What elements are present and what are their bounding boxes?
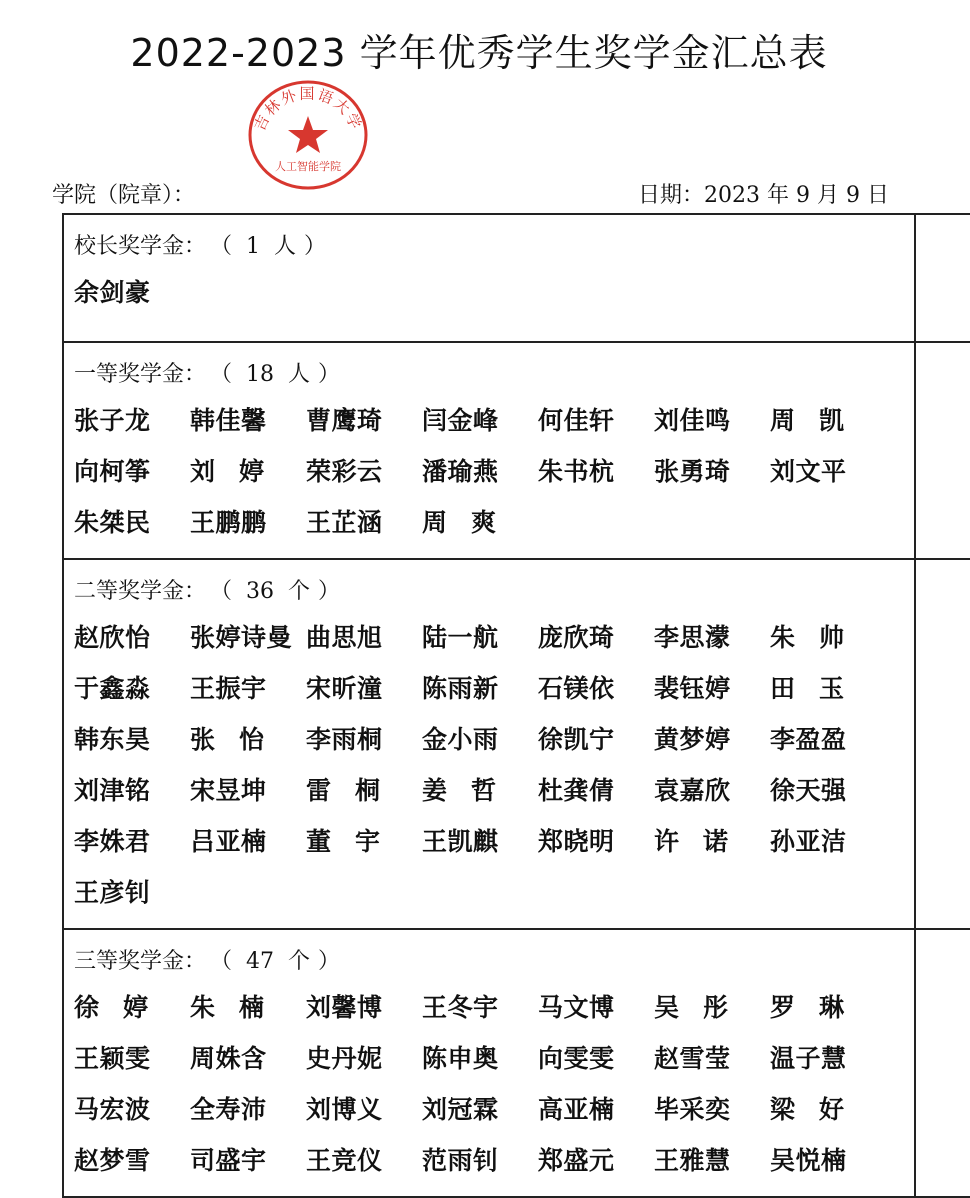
recipient-name: 余剑豪: [74, 278, 151, 307]
recipient-name: 姜哲: [422, 776, 521, 805]
recipient-name: 高亚楠: [538, 1095, 615, 1124]
category-unit: 个: [288, 579, 311, 604]
star-icon: [288, 116, 328, 153]
category-unit: 个: [288, 949, 311, 974]
recipient-name: 赵梦雪: [74, 1146, 151, 1175]
recipient-name: 刘佳鸣: [654, 406, 731, 435]
category-row: [63, 929, 970, 1197]
recipient-list: [64, 604, 914, 928]
category-label: 三等奖学金：: [74, 949, 207, 974]
recipient-name: 孙亚洁: [770, 827, 847, 856]
blank-cell: [915, 342, 970, 559]
recipient-name: 王彦钊: [74, 878, 151, 907]
recipient-name: 向柯筝: [74, 457, 151, 486]
category-label: 校长奖学金：: [74, 234, 207, 259]
open-paren: （: [210, 234, 233, 259]
recipient-name: 张子龙: [74, 406, 151, 435]
recipient-name: 郑盛元: [538, 1146, 615, 1175]
recipient-name: 朱帅: [770, 623, 869, 652]
recipient-name: 庞欣琦: [538, 623, 615, 652]
seal-text-bottom: 人工智能学院: [275, 160, 341, 173]
open-paren: （: [210, 949, 233, 974]
recipient-name: 赵雪莹: [654, 1044, 731, 1073]
recipient-name: 王振宇: [190, 674, 267, 703]
category-unit: 人: [274, 234, 297, 259]
recipient-name: 许诺: [654, 827, 753, 856]
recipient-name: 韩东昊: [74, 725, 151, 754]
recipient-name: 于鑫淼: [74, 674, 151, 703]
recipient-name: 刘婷: [190, 457, 289, 486]
recipient-name: 闫金峰: [422, 406, 499, 435]
date-label: 日期：2023 年 9 月 9 日: [638, 183, 889, 208]
category-unit: 人: [288, 362, 311, 387]
recipient-name: 刘博义: [306, 1095, 383, 1124]
recipient-name: 周姝含: [190, 1044, 267, 1073]
recipient-list: [64, 974, 914, 1196]
recipient-name: 温子慧: [770, 1044, 847, 1073]
recipient-name: 王冬宇: [422, 993, 499, 1022]
recipient-name: 田玉: [770, 674, 869, 703]
recipient-name: 黄梦婷: [654, 725, 731, 754]
recipient-name: 马文博: [538, 993, 615, 1022]
blank-cell: [915, 559, 970, 929]
recipient-name: 潘瑜燕: [422, 457, 499, 486]
close-paren: ）: [318, 579, 341, 604]
recipient-name: 罗琳: [770, 993, 869, 1022]
recipient-name: 何佳轩: [538, 406, 615, 435]
recipient-name: 李盈盈: [770, 725, 847, 754]
category-count: 18: [246, 362, 275, 387]
recipient-name: 周凯: [770, 406, 869, 435]
recipient-name: 刘文平: [770, 457, 847, 486]
category-row: [63, 214, 970, 342]
recipient-name: 王竞仪: [306, 1146, 383, 1175]
recipient-name: 雷桐: [306, 776, 405, 805]
recipient-name: 韩佳馨: [190, 406, 267, 435]
recipient-name: 王鹏鹏: [190, 508, 267, 537]
category-count: 47: [246, 949, 275, 974]
recipient-name: 朱桀民: [74, 508, 151, 537]
category-title: [64, 560, 914, 604]
recipient-name: 刘津铭: [74, 776, 151, 805]
recipient-name: 朱书杭: [538, 457, 615, 486]
recipient-name: 宋昕潼: [306, 674, 383, 703]
open-paren: （: [210, 579, 233, 604]
recipient-list: [64, 259, 914, 328]
college-seal: [246, 78, 370, 192]
recipient-name: 吕亚楠: [190, 827, 267, 856]
scholarship-table: [62, 213, 970, 1198]
recipient-name: 曹鹰琦: [306, 406, 383, 435]
blank-cell: [915, 929, 970, 1197]
recipient-name: 陈申奥: [422, 1044, 499, 1073]
recipient-name: 李姝君: [74, 827, 151, 856]
recipient-name: 梁好: [770, 1095, 869, 1124]
recipient-name: 徐婷: [74, 993, 173, 1022]
close-paren: ）: [318, 362, 341, 387]
category-title: [64, 930, 914, 974]
recipient-name: 全寿沛: [190, 1095, 267, 1124]
recipient-name: 陆一航: [422, 623, 499, 652]
seal-text-top: 吉林外国语大学: [250, 84, 366, 134]
recipient-name: 毕采奕: [654, 1095, 731, 1124]
recipient-name: 张婷诗曼: [190, 623, 293, 652]
category-count: 36: [246, 579, 275, 604]
recipient-name: 范雨钊: [422, 1146, 499, 1175]
recipient-name: 袁嘉欣: [654, 776, 731, 805]
recipient-name: 荣彩云: [306, 457, 383, 486]
recipient-name: 吴悦楠: [770, 1146, 847, 1175]
recipient-name: 刘冠霖: [422, 1095, 499, 1124]
recipient-name: 徐凯宁: [538, 725, 615, 754]
college-label: 学院（院章）：: [52, 183, 196, 208]
recipient-name: 赵欣怡: [74, 623, 151, 652]
recipient-list: [64, 387, 914, 558]
page-title: 2022-2023 学年优秀学生奖学金汇总表: [130, 31, 828, 75]
close-paren: ）: [304, 234, 327, 259]
recipient-name: 张勇琦: [654, 457, 731, 486]
open-paren: （: [210, 362, 233, 387]
category-cell: [63, 929, 915, 1197]
category-cell: [63, 559, 915, 929]
category-row: [63, 559, 970, 929]
recipient-name: 朱楠: [190, 993, 289, 1022]
recipient-name: 史丹妮: [306, 1044, 383, 1073]
recipient-name: 司盛宇: [190, 1146, 267, 1175]
recipient-name: 宋昱坤: [190, 776, 267, 805]
recipient-name: 刘馨博: [306, 993, 383, 1022]
recipient-name: 吴彤: [654, 993, 753, 1022]
category-title: [64, 343, 914, 387]
category-cell: [63, 342, 915, 559]
recipient-name: 向雯雯: [538, 1044, 615, 1073]
recipient-name: 郑晓明: [538, 827, 615, 856]
recipient-name: 陈雨新: [422, 674, 499, 703]
recipient-name: 李思濛: [654, 623, 731, 652]
recipient-name: 张怡: [190, 725, 289, 754]
recipient-name: 周爽: [422, 508, 521, 537]
recipient-name: 王雅慧: [654, 1146, 731, 1175]
category-row: [63, 342, 970, 559]
recipient-name: 徐天强: [770, 776, 847, 805]
category-count: 1: [246, 234, 261, 259]
recipient-name: 王凯麒: [422, 827, 499, 856]
recipient-name: 王芷涵: [306, 508, 383, 537]
recipient-name: 王颖雯: [74, 1044, 151, 1073]
category-cell: [63, 214, 915, 342]
recipient-name: 裴钰婷: [654, 674, 731, 703]
recipient-name: 曲思旭: [306, 623, 383, 652]
blank-cell: [915, 214, 970, 342]
recipient-name: 杜龚倩: [538, 776, 615, 805]
recipient-name: 董宇: [306, 827, 405, 856]
recipient-name: 马宏波: [74, 1095, 151, 1124]
category-label: 一等奖学金：: [74, 362, 207, 387]
recipient-name: 金小雨: [422, 725, 499, 754]
recipient-name: 李雨桐: [306, 725, 383, 754]
category-label: 二等奖学金：: [74, 579, 207, 604]
recipient-name: 石镁依: [538, 674, 615, 703]
category-title: [64, 215, 914, 259]
close-paren: ）: [318, 949, 341, 974]
